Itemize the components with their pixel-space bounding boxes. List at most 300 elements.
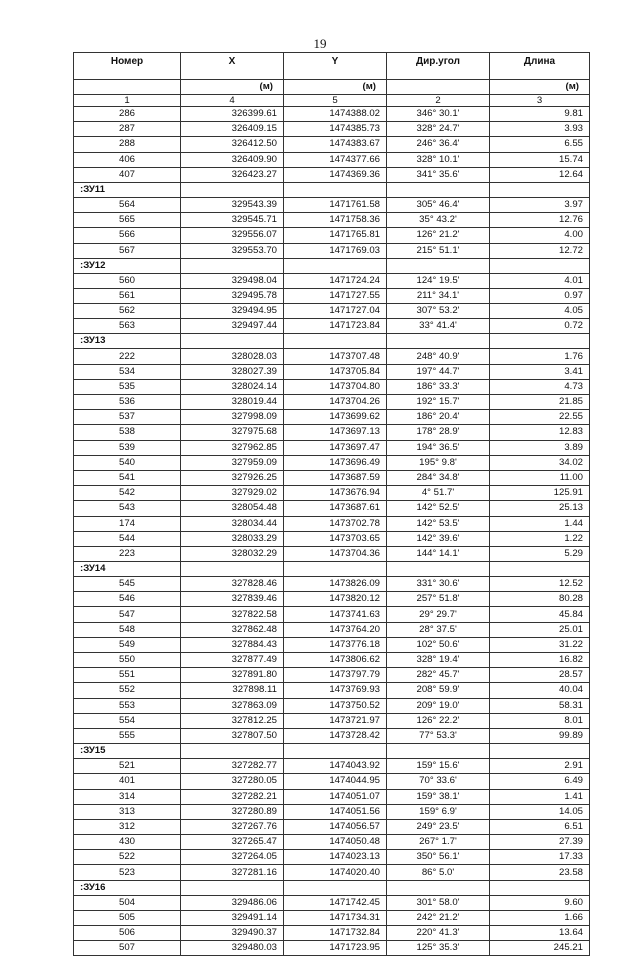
y-coordinate: 1473806.62 — [284, 653, 387, 668]
x-coordinate: 327962.85 — [181, 440, 284, 455]
y-coordinate: 1473728.42 — [284, 728, 387, 743]
x-coordinate: 328032.29 — [181, 546, 284, 561]
length: 22.55 — [490, 410, 590, 425]
length: 5.29 — [490, 546, 590, 561]
x-coordinate: 329480.03 — [181, 941, 284, 956]
length — [490, 880, 590, 895]
x-coordinate: 327281.16 — [181, 865, 284, 880]
table-row — [74, 622, 590, 637]
x-coordinate: 327863.09 — [181, 698, 284, 713]
length: 40.04 — [490, 683, 590, 698]
point-number: 550 — [74, 653, 181, 668]
x-coordinate: 327282.77 — [181, 759, 284, 774]
point-number: 560 — [74, 273, 181, 288]
direction-angle: 282° 45.7' — [387, 668, 490, 683]
point-number: 401 — [74, 774, 181, 789]
y-coordinate: 1473820.12 — [284, 592, 387, 607]
length: 245.21 — [490, 941, 590, 956]
length: 14.05 — [490, 804, 590, 819]
length: 1.41 — [490, 789, 590, 804]
x-coordinate: 328024.14 — [181, 379, 284, 394]
point-number: 561 — [74, 288, 181, 303]
point-number: 567 — [74, 243, 181, 258]
length: 4.01 — [490, 273, 590, 288]
length: 80.28 — [490, 592, 590, 607]
point-number: 563 — [74, 319, 181, 334]
x-coordinate: 327898.11 — [181, 683, 284, 698]
y-coordinate: 1471723.95 — [284, 941, 387, 956]
point-number: 522 — [74, 850, 181, 865]
point-number: 540 — [74, 455, 181, 470]
x-coordinate: 328033.29 — [181, 531, 284, 546]
length: 6.49 — [490, 774, 590, 789]
y-coordinate: 1473741.63 — [284, 607, 387, 622]
direction-angle: 33° 41.4' — [387, 319, 490, 334]
point-number: 552 — [74, 683, 181, 698]
parcel-group-row — [74, 258, 590, 273]
length: 34.02 — [490, 455, 590, 470]
length: 125.91 — [490, 486, 590, 501]
length: 31.22 — [490, 637, 590, 652]
table-row — [74, 759, 590, 774]
table-row — [74, 304, 590, 319]
point-number: 541 — [74, 470, 181, 485]
table-row — [74, 288, 590, 303]
y-coordinate: 1473707.48 — [284, 349, 387, 364]
header-y: Y — [284, 53, 387, 80]
coordinates-table — [73, 52, 590, 956]
parcel-label: :ЗУ11 — [74, 182, 181, 197]
table-row — [74, 273, 590, 288]
x-coordinate: 327839.46 — [181, 592, 284, 607]
direction-angle: 142° 53.5' — [387, 516, 490, 531]
y-coordinate: 1473702.78 — [284, 516, 387, 531]
direction-angle: 307° 53.2' — [387, 304, 490, 319]
direction-angle: 215° 51.1' — [387, 243, 490, 258]
table-row — [74, 455, 590, 470]
y-coordinate: 1474369.36 — [284, 167, 387, 182]
table-row — [74, 577, 590, 592]
direction-angle: 209° 19.0' — [387, 698, 490, 713]
table-row — [74, 379, 590, 394]
point-number: 549 — [74, 637, 181, 652]
length: 8.01 — [490, 713, 590, 728]
point-number: 538 — [74, 425, 181, 440]
y-coordinate: 1474385.73 — [284, 122, 387, 137]
x-coordinate: 327926.25 — [181, 470, 284, 485]
table-row — [74, 107, 590, 122]
length: 1.66 — [490, 910, 590, 925]
direction-angle: 208° 59.9' — [387, 683, 490, 698]
x-coordinate: 329490.37 — [181, 926, 284, 941]
column-number: 2 — [387, 95, 490, 107]
y-coordinate: 1471734.31 — [284, 910, 387, 925]
length: 0.97 — [490, 288, 590, 303]
direction-angle: 328° 24.7' — [387, 122, 490, 137]
length: 27.39 — [490, 835, 590, 850]
point-number: 564 — [74, 197, 181, 212]
direction-angle: 350° 56.1' — [387, 850, 490, 865]
table-row — [74, 774, 590, 789]
direction-angle: 220° 41.3' — [387, 926, 490, 941]
point-number: 539 — [74, 440, 181, 455]
direction-angle: 267° 1.7' — [387, 835, 490, 850]
parcel-label: :ЗУ16 — [74, 880, 181, 895]
length: 6.55 — [490, 137, 590, 152]
length: 9.81 — [490, 107, 590, 122]
direction-angle: 126° 22.2' — [387, 713, 490, 728]
point-number: 562 — [74, 304, 181, 319]
table-row — [74, 926, 590, 941]
table-row — [74, 425, 590, 440]
length: 1.44 — [490, 516, 590, 531]
table-row — [74, 531, 590, 546]
y-coordinate: 1473705.84 — [284, 364, 387, 379]
point-number: 430 — [74, 835, 181, 850]
point-number: 287 — [74, 122, 181, 137]
y-coordinate: 1473826.09 — [284, 577, 387, 592]
x-coordinate: 329498.04 — [181, 273, 284, 288]
direction-angle: 159° 15.6' — [387, 759, 490, 774]
direction-angle: 124° 19.5' — [387, 273, 490, 288]
length: 9.60 — [490, 895, 590, 910]
table-row — [74, 850, 590, 865]
x-coordinate — [181, 258, 284, 273]
unit-length: (м) — [490, 80, 590, 95]
table-row — [74, 546, 590, 561]
length: 25.13 — [490, 501, 590, 516]
parcel-label: :ЗУ15 — [74, 744, 181, 759]
x-coordinate: 327264.05 — [181, 850, 284, 865]
x-coordinate: 326409.90 — [181, 152, 284, 167]
length: 3.89 — [490, 440, 590, 455]
y-coordinate — [284, 182, 387, 197]
direction-angle: 28° 37.5' — [387, 622, 490, 637]
y-coordinate: 1471724.24 — [284, 273, 387, 288]
y-coordinate: 1471742.45 — [284, 895, 387, 910]
table-row — [74, 713, 590, 728]
point-number: 547 — [74, 607, 181, 622]
x-coordinate: 327822.58 — [181, 607, 284, 622]
unit-number — [74, 80, 181, 95]
y-coordinate: 1471727.55 — [284, 288, 387, 303]
y-coordinate: 1474044.95 — [284, 774, 387, 789]
table-row — [74, 683, 590, 698]
direction-angle: 301° 58.0' — [387, 895, 490, 910]
column-number: 5 — [284, 95, 387, 107]
y-coordinate — [284, 334, 387, 349]
column-number: 1 — [74, 95, 181, 107]
y-coordinate: 1471732.84 — [284, 926, 387, 941]
point-number: 174 — [74, 516, 181, 531]
direction-angle: 186° 20.4' — [387, 410, 490, 425]
point-number: 504 — [74, 895, 181, 910]
x-coordinate: 327929.02 — [181, 486, 284, 501]
table-row — [74, 804, 590, 819]
parcel-group-row — [74, 334, 590, 349]
table-row — [74, 819, 590, 834]
point-number: 223 — [74, 546, 181, 561]
length: 16.82 — [490, 653, 590, 668]
point-number: 555 — [74, 728, 181, 743]
table-row — [74, 228, 590, 243]
length: 21.85 — [490, 395, 590, 410]
direction-angle: 126° 21.2' — [387, 228, 490, 243]
parcel-group-row — [74, 182, 590, 197]
length: 4.05 — [490, 304, 590, 319]
y-coordinate — [284, 880, 387, 895]
table-row — [74, 895, 590, 910]
direction-angle: 328° 19.4' — [387, 653, 490, 668]
table-row — [74, 349, 590, 364]
direction-angle — [387, 562, 490, 577]
page-number: 19 — [313, 36, 327, 51]
x-coordinate: 327807.50 — [181, 728, 284, 743]
y-coordinate: 1473797.79 — [284, 668, 387, 683]
x-coordinate: 327828.46 — [181, 577, 284, 592]
direction-angle: 331° 30.6' — [387, 577, 490, 592]
direction-angle: 144° 14.1' — [387, 546, 490, 561]
point-number: 553 — [74, 698, 181, 713]
parcel-label: :ЗУ12 — [74, 258, 181, 273]
table-row — [74, 592, 590, 607]
y-coordinate: 1474051.07 — [284, 789, 387, 804]
length: 99.89 — [490, 728, 590, 743]
x-coordinate: 326399.61 — [181, 107, 284, 122]
y-coordinate — [284, 744, 387, 759]
y-coordinate — [284, 562, 387, 577]
point-number: 554 — [74, 713, 181, 728]
header-length: Длина — [490, 53, 590, 80]
point-number: 286 — [74, 107, 181, 122]
y-coordinate: 1473769.93 — [284, 683, 387, 698]
point-number: 312 — [74, 819, 181, 834]
length: 12.83 — [490, 425, 590, 440]
table-row — [74, 319, 590, 334]
direction-angle: 246° 36.4' — [387, 137, 490, 152]
direction-angle — [387, 258, 490, 273]
table-body — [74, 107, 590, 956]
y-coordinate: 1473704.80 — [284, 379, 387, 394]
table-row — [74, 122, 590, 137]
length: 2.91 — [490, 759, 590, 774]
table-row — [74, 486, 590, 501]
direction-angle: 159° 38.1' — [387, 789, 490, 804]
x-coordinate: 329486.06 — [181, 895, 284, 910]
direction-angle — [387, 880, 490, 895]
point-number: 521 — [74, 759, 181, 774]
direction-angle: 125° 35.3' — [387, 941, 490, 956]
length: 4.00 — [490, 228, 590, 243]
y-coordinate: 1473697.47 — [284, 440, 387, 455]
x-coordinate: 329491.14 — [181, 910, 284, 925]
x-coordinate: 326412.50 — [181, 137, 284, 152]
point-number: 542 — [74, 486, 181, 501]
point-number: 314 — [74, 789, 181, 804]
y-coordinate: 1473704.36 — [284, 546, 387, 561]
y-coordinate — [284, 258, 387, 273]
table-row — [74, 941, 590, 956]
table-row — [74, 440, 590, 455]
direction-angle: 142° 52.5' — [387, 501, 490, 516]
point-number: 507 — [74, 941, 181, 956]
table-row — [74, 137, 590, 152]
direction-angle: 257° 51.8' — [387, 592, 490, 607]
x-coordinate: 329494.95 — [181, 304, 284, 319]
direction-angle: 248° 40.9' — [387, 349, 490, 364]
point-number: 548 — [74, 622, 181, 637]
y-coordinate: 1474388.02 — [284, 107, 387, 122]
length: 4.73 — [490, 379, 590, 394]
direction-angle — [387, 182, 490, 197]
y-coordinate: 1473704.26 — [284, 395, 387, 410]
y-coordinate: 1473721.97 — [284, 713, 387, 728]
x-coordinate: 327282.21 — [181, 789, 284, 804]
header-x: X — [181, 53, 284, 80]
parcel-label: :ЗУ14 — [74, 562, 181, 577]
column-number: 3 — [490, 95, 590, 107]
direction-angle: 284° 34.8' — [387, 470, 490, 485]
y-coordinate: 1474383.67 — [284, 137, 387, 152]
direction-angle: 194° 36.5' — [387, 440, 490, 455]
table-row — [74, 835, 590, 850]
x-coordinate: 328054.48 — [181, 501, 284, 516]
direction-angle: 178° 28.9' — [387, 425, 490, 440]
y-coordinate: 1474051.56 — [284, 804, 387, 819]
length: 1.22 — [490, 531, 590, 546]
y-coordinate: 1473676.94 — [284, 486, 387, 501]
x-coordinate — [181, 880, 284, 895]
point-number: 523 — [74, 865, 181, 880]
point-number: 406 — [74, 152, 181, 167]
table-row — [74, 865, 590, 880]
length: 23.58 — [490, 865, 590, 880]
y-coordinate: 1474020.40 — [284, 865, 387, 880]
point-number: 565 — [74, 213, 181, 228]
table-row — [74, 501, 590, 516]
parcel-group-row — [74, 562, 590, 577]
direction-angle: 142° 39.6' — [387, 531, 490, 546]
length — [490, 182, 590, 197]
x-coordinate: 326409.15 — [181, 122, 284, 137]
column-number: 4 — [181, 95, 284, 107]
direction-angle: 35° 43.2' — [387, 213, 490, 228]
length — [490, 562, 590, 577]
y-coordinate: 1473750.52 — [284, 698, 387, 713]
parcel-group-row — [74, 880, 590, 895]
length: 3.41 — [490, 364, 590, 379]
point-number: 546 — [74, 592, 181, 607]
point-number: 566 — [74, 228, 181, 243]
y-coordinate: 1474050.48 — [284, 835, 387, 850]
length — [490, 744, 590, 759]
table-row — [74, 910, 590, 925]
y-coordinate: 1473687.59 — [284, 470, 387, 485]
direction-angle: 341° 35.6' — [387, 167, 490, 182]
direction-angle: 186° 33.3' — [387, 379, 490, 394]
point-number: 545 — [74, 577, 181, 592]
x-coordinate — [181, 744, 284, 759]
length: 58.31 — [490, 698, 590, 713]
direction-angle: 159° 6.9' — [387, 804, 490, 819]
x-coordinate — [181, 334, 284, 349]
table-row — [74, 410, 590, 425]
table-row — [74, 516, 590, 531]
unit-y: (м) — [284, 80, 387, 95]
y-coordinate: 1473687.61 — [284, 501, 387, 516]
direction-angle — [387, 334, 490, 349]
x-coordinate: 327267.76 — [181, 819, 284, 834]
table-row — [74, 243, 590, 258]
y-coordinate: 1473697.13 — [284, 425, 387, 440]
length: 12.64 — [490, 167, 590, 182]
unit-x: (м) — [181, 80, 284, 95]
direction-angle: 249° 23.5' — [387, 819, 490, 834]
length: 3.93 — [490, 122, 590, 137]
point-number: 543 — [74, 501, 181, 516]
direction-angle: 305° 46.4' — [387, 197, 490, 212]
x-coordinate: 327877.49 — [181, 653, 284, 668]
direction-angle: 197° 44.7' — [387, 364, 490, 379]
table-row — [74, 395, 590, 410]
x-coordinate: 327975.68 — [181, 425, 284, 440]
table-row — [74, 213, 590, 228]
table-row — [74, 197, 590, 212]
point-number: 534 — [74, 364, 181, 379]
y-coordinate: 1471769.03 — [284, 243, 387, 258]
x-coordinate: 327812.25 — [181, 713, 284, 728]
length: 17.33 — [490, 850, 590, 865]
length: 11.00 — [490, 470, 590, 485]
length: 0.72 — [490, 319, 590, 334]
point-number: 313 — [74, 804, 181, 819]
point-number: 288 — [74, 137, 181, 152]
direction-angle: 242° 21.2' — [387, 910, 490, 925]
x-coordinate: 327891.80 — [181, 668, 284, 683]
x-coordinate: 327280.89 — [181, 804, 284, 819]
x-coordinate: 327280.05 — [181, 774, 284, 789]
point-number: 222 — [74, 349, 181, 364]
y-coordinate: 1473776.18 — [284, 637, 387, 652]
y-coordinate: 1474023.13 — [284, 850, 387, 865]
x-coordinate: 327862.48 — [181, 622, 284, 637]
y-coordinate: 1474043.92 — [284, 759, 387, 774]
header-number: Номер — [74, 53, 181, 80]
y-coordinate: 1471727.04 — [284, 304, 387, 319]
y-coordinate: 1474056.57 — [284, 819, 387, 834]
units-row — [74, 80, 590, 95]
x-coordinate: 329543.39 — [181, 197, 284, 212]
length: 12.72 — [490, 243, 590, 258]
y-coordinate: 1471765.81 — [284, 228, 387, 243]
table-row — [74, 698, 590, 713]
point-number: 506 — [74, 926, 181, 941]
x-coordinate: 329495.78 — [181, 288, 284, 303]
y-coordinate: 1473764.20 — [284, 622, 387, 637]
parcel-group-row — [74, 744, 590, 759]
direction-angle: 102° 50.6' — [387, 637, 490, 652]
length — [490, 334, 590, 349]
direction-angle: 86° 5.0' — [387, 865, 490, 880]
x-coordinate: 328034.44 — [181, 516, 284, 531]
x-coordinate: 329545.71 — [181, 213, 284, 228]
x-coordinate: 329553.70 — [181, 243, 284, 258]
parcel-label: :ЗУ13 — [74, 334, 181, 349]
x-coordinate — [181, 182, 284, 197]
point-number: 505 — [74, 910, 181, 925]
table-row — [74, 668, 590, 683]
column-numbers-row — [74, 95, 590, 107]
